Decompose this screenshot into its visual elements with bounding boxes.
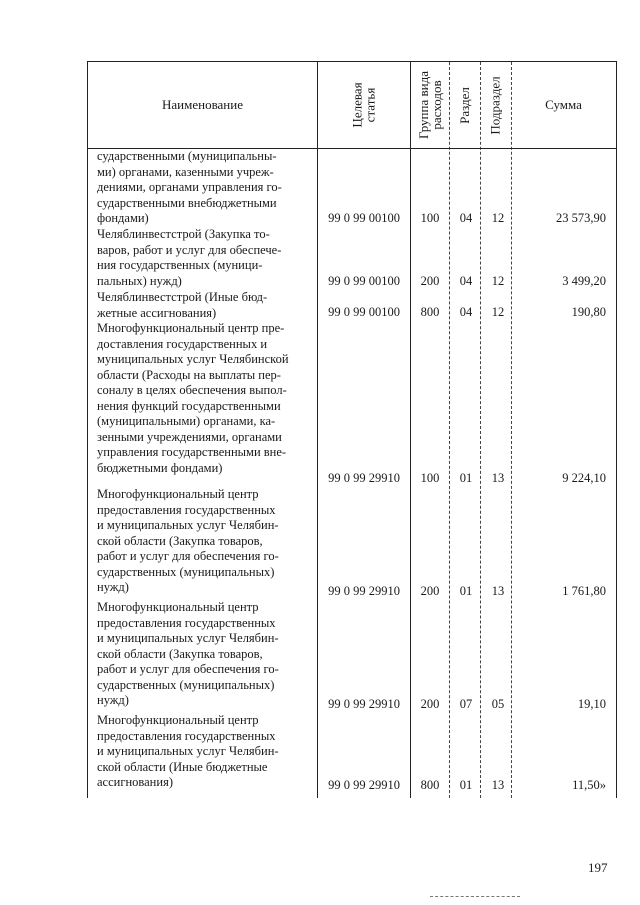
row-name: сударственными (муниципальны- ми) органами, казенными учреж- дениями, органами управления го- сударственными внебюджетными фондами)	[97, 149, 282, 225]
row-group: 800	[420, 305, 440, 319]
header-section-text: Раздел	[457, 86, 472, 124]
row-group: 800	[420, 778, 440, 792]
header-section	[449, 62, 480, 148]
row-name: Многофункциональный центр предоставления государственных и муниципальных услуг Челябин- ской области (Закупка товаров, работ и услуг для обеспечения го- сударственных (муниципальных) нужд)	[97, 600, 279, 707]
header-code-text: Целевая статья	[349, 82, 378, 128]
header-code	[317, 62, 410, 148]
row-code: 99 0 99 00100	[328, 305, 400, 319]
header-sum	[511, 62, 616, 148]
row-section: 07	[459, 697, 473, 711]
row-code: 99 0 99 00100	[328, 274, 400, 288]
row-code: 99 0 99 29910	[328, 697, 400, 711]
row-name: Многофункциональный центр пре- доставления государственных и муниципальных услуг Челябинской области (Расходы на выплаты пер- соналу в целях обеспечения выпол- нения функций государственными (муниципальными) органами, ка- зенными учреждениями, органами управления государственными вне- бюджетными фондами)	[97, 321, 289, 475]
budget-table	[87, 61, 617, 798]
row-name: Челяблинвестстрой (Иные бюд- жетные ассигнования)	[97, 290, 268, 320]
column-divider	[410, 62, 411, 798]
row-sum: 9 224,10	[562, 471, 606, 485]
header-group-text: Группа вида расходов	[415, 71, 444, 139]
header-group	[410, 62, 449, 148]
page-number: 197	[588, 860, 608, 875]
row-section: 04	[459, 305, 473, 319]
row-subsection: 12	[491, 211, 505, 225]
row-group: 100	[420, 471, 440, 485]
row-subsection: 12	[491, 305, 505, 319]
row-group: 100	[420, 211, 440, 225]
row-name: Челяблинвестстрой (Закупка то- варов, работ и услуг для обеспече- ния государственных (муници- пальных) нужд)	[97, 227, 282, 288]
header-sum-text: Сумма	[545, 97, 582, 112]
row-section: 01	[459, 584, 473, 598]
column-divider	[449, 62, 450, 798]
header-subsection	[480, 62, 511, 148]
row-code: 99 0 99 29910	[328, 471, 400, 485]
row-group: 200	[420, 697, 440, 711]
row-group: 200	[420, 584, 440, 598]
column-divider	[480, 62, 481, 798]
row-subsection: 12	[491, 274, 505, 288]
row-subsection: 13	[491, 471, 505, 485]
row-sum: 11,50»	[572, 778, 606, 792]
row-subsection: 05	[491, 697, 505, 711]
row-name: Многофункциональный центр предоставления государственных и муниципальных услуг Челябин- ской области (Закупка товаров, работ и услуг для обеспечения го- сударственных (муниципальных) нужд)	[97, 487, 279, 594]
row-section: 04	[459, 274, 473, 288]
row-group: 200	[420, 274, 440, 288]
row-code: 99 0 99 29910	[328, 584, 400, 598]
column-divider	[317, 62, 318, 798]
row-sum: 23 573,90	[556, 211, 606, 225]
row-name: Многофункциональный центр предоставления государственных и муниципальных услуг Челябин- ской области (Иные бюджетные ассигнования)	[97, 713, 279, 789]
scan-artifact-line	[430, 896, 520, 898]
row-section: 01	[459, 471, 473, 485]
row-sum: 19,10	[577, 697, 606, 711]
row-sum: 3 499,20	[562, 274, 606, 288]
header-name	[88, 62, 317, 148]
column-divider	[511, 62, 512, 798]
row-code: 99 0 99 29910	[328, 778, 400, 792]
header-name-text: Наименование	[162, 97, 243, 112]
row-subsection: 13	[491, 778, 505, 792]
row-section: 01	[459, 778, 473, 792]
row-subsection: 13	[491, 584, 505, 598]
row-sum: 1 761,80	[562, 584, 606, 598]
row-sum: 190,80	[571, 305, 606, 319]
row-code: 99 0 99 00100	[328, 211, 400, 225]
row-section: 04	[459, 211, 473, 225]
header-subsection-text: Подраздел	[488, 75, 504, 135]
